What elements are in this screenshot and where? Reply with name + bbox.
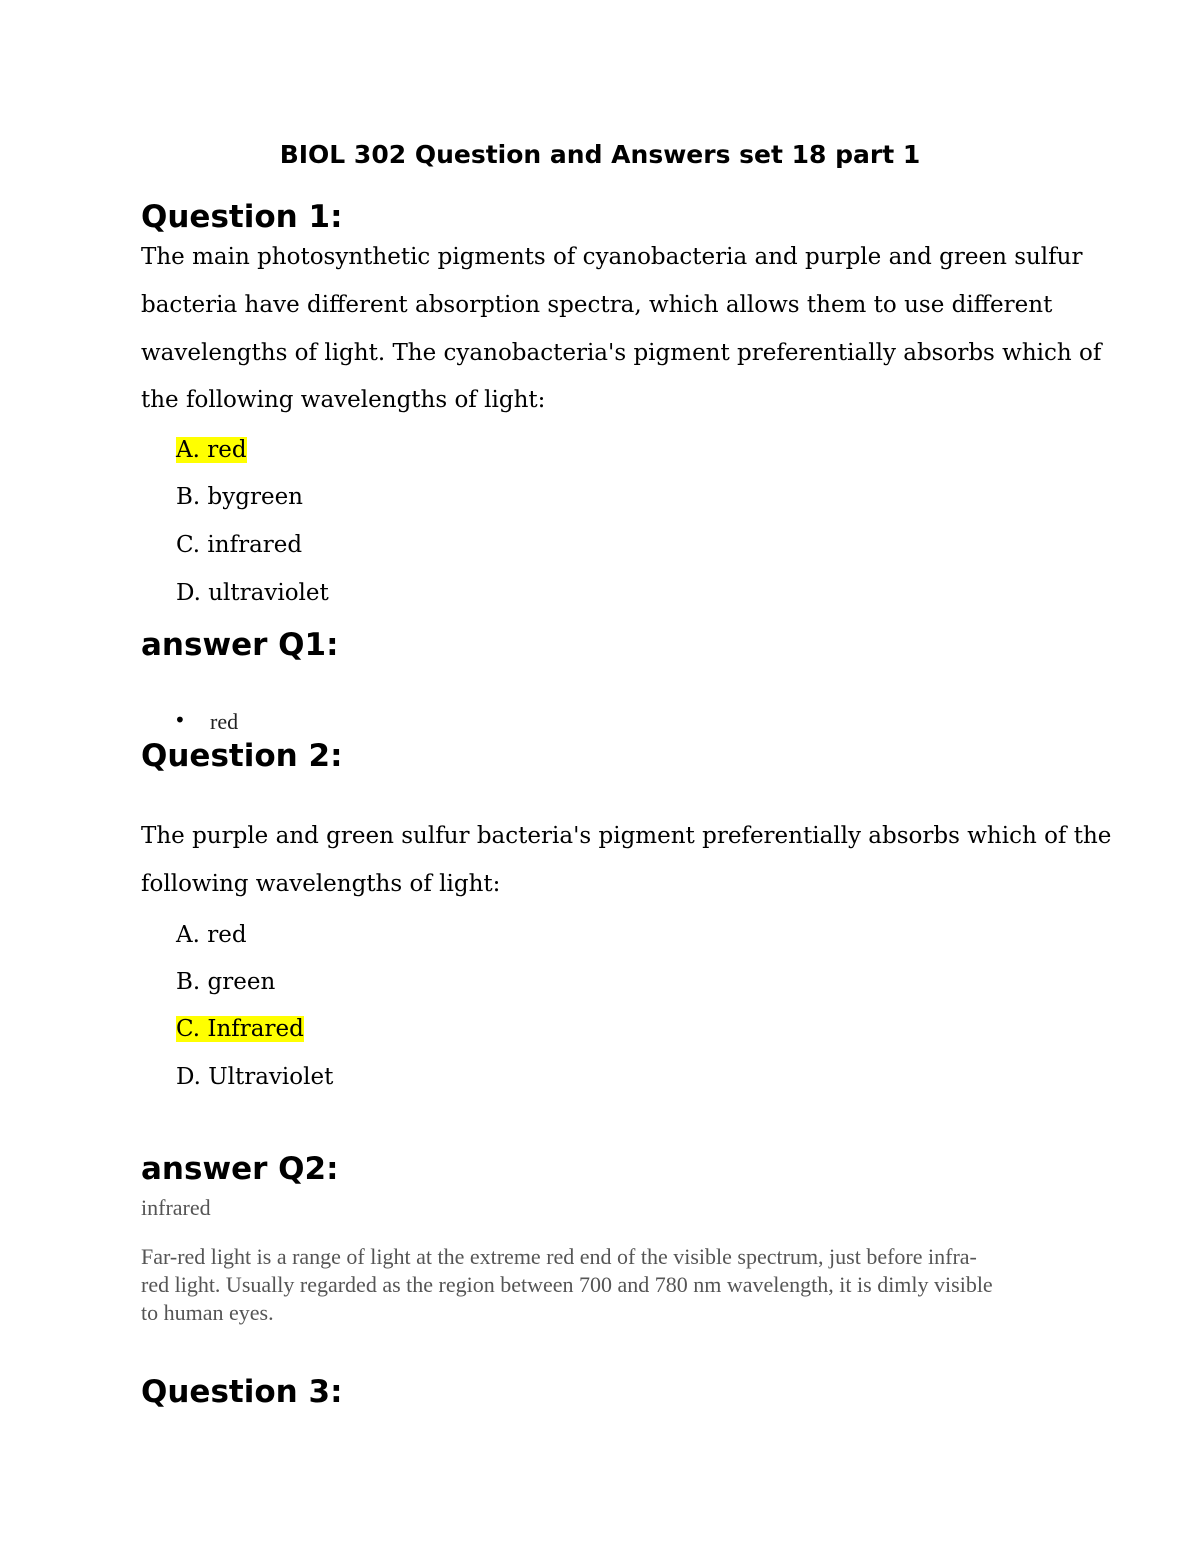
question-2-text-line: following wavelengths of light: <box>141 871 501 897</box>
answer-q2-text: infrared <box>141 1195 211 1220</box>
question-2-option-c <box>176 1016 304 1042</box>
question-1-option-b: B. bygreen <box>176 484 303 510</box>
question-3-heading: Question 3: <box>141 1374 343 1410</box>
bullet-icon: • <box>174 708 186 732</box>
question-2-option-a: A. red <box>176 922 247 948</box>
question-1-text-line: bacteria have different absorption spectra, which allows them to use different <box>141 292 1053 318</box>
highlighted-answer: C. Infrared <box>176 1016 304 1042</box>
question-1-option-c: C. infrared <box>176 532 303 558</box>
highlighted-answer: A. red <box>176 437 247 463</box>
question-1-text-line: the following wavelengths of light: <box>141 387 546 413</box>
question-2-text-line: The purple and green sulfur bacteria's pigment preferentially absorbs which of the <box>141 823 1112 849</box>
explanation-line: Far-red light is a range of light at the extreme red end of the visible spectrum, just before infra- <box>141 1244 977 1269</box>
document-title: BIOL 302 Question and Answers set 18 part 1 <box>279 140 921 169</box>
question-2-heading: Question 2: <box>141 738 343 774</box>
question-1-heading: Question 1: <box>141 199 343 235</box>
answer-q1-heading: answer Q1: <box>141 627 339 663</box>
question-2-option-b: B. green <box>176 969 276 995</box>
question-1-text-line: The main photosynthetic pigments of cyanobacteria and purple and green sulfur <box>141 244 1083 270</box>
answer-q1-text: red <box>210 709 239 734</box>
explanation-line: to human eyes. <box>141 1300 274 1325</box>
explanation-line: red light. Usually regarded as the region between 700 and 780 nm wavelength, it is dimly visible <box>141 1272 993 1297</box>
answer-q2-heading: answer Q2: <box>141 1151 339 1187</box>
question-1-option-a <box>176 437 247 463</box>
question-2-option-d: D. Ultraviolet <box>176 1064 334 1090</box>
question-1-option-d: D. ultraviolet <box>176 580 329 606</box>
question-1-text-line: wavelengths of light. The cyanobacteria's pigment preferentially absorbs which of <box>141 340 1102 366</box>
